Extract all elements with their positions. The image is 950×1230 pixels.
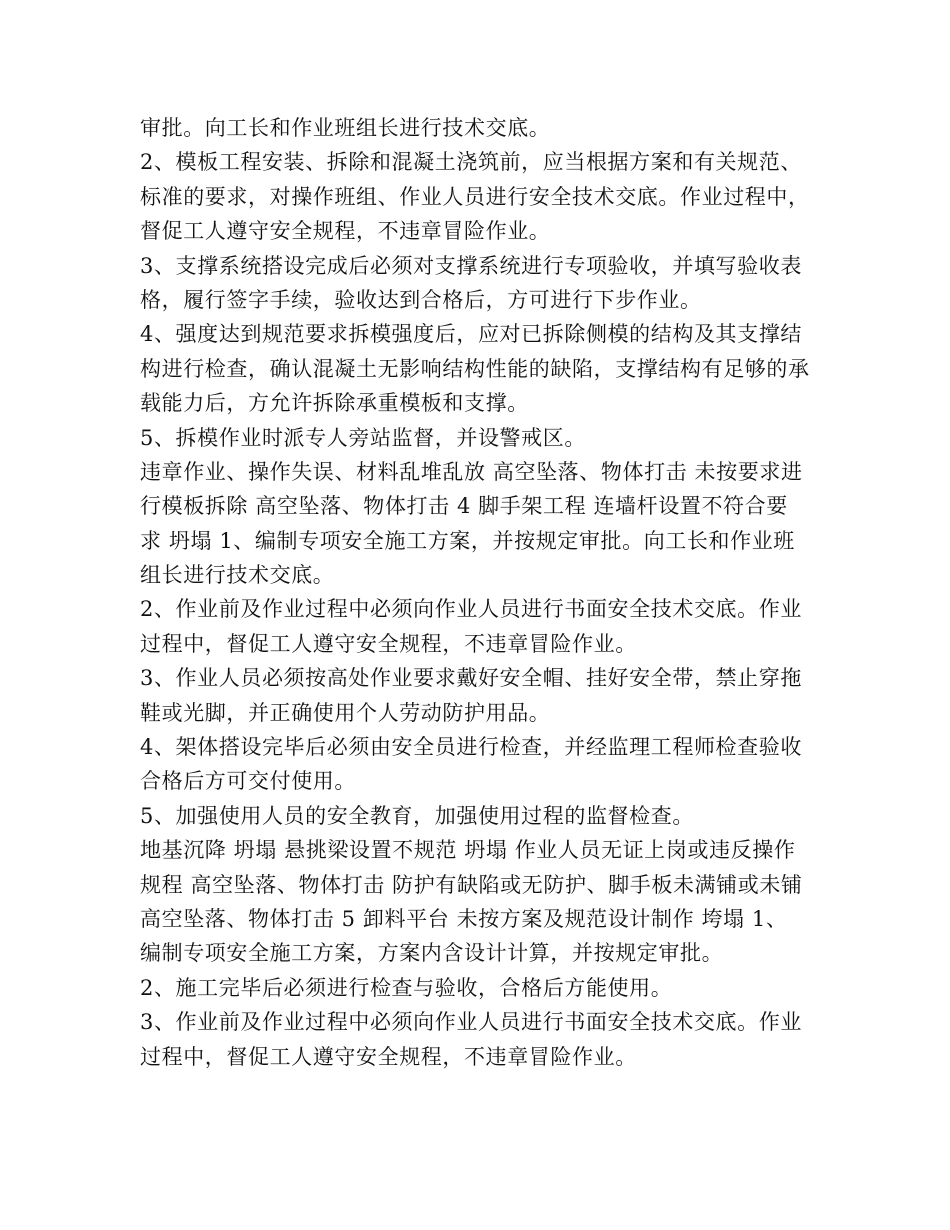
- text-line: 3、作业前及作业过程中必须向作业人员进行书面安全技术交底。作业: [140, 1010, 802, 1035]
- text-line: 2、施工完毕后必须进行检查与验收，合格后方能使用。: [140, 975, 673, 1000]
- text-line: 3、支撑系统搭设完成后必须对支撑系统进行专项验收，并填写验收表: [140, 253, 802, 278]
- text-line: 过程中，督促工人遵守安全规程，不违章冒险作业。: [140, 631, 637, 656]
- text-line: 5、拆模作业时派专人旁站监督，并设警戒区。: [140, 425, 586, 450]
- text-line: 违章作业、操作失误、材料乱堆乱放 高空坠落、物体打击 未按要求进: [140, 459, 803, 484]
- document-body: [140, 111, 815, 1074]
- text-line: 3、作业人员必须按高处作业要求戴好安全帽、挂好安全带，禁止穿拖: [140, 666, 802, 691]
- text-line: 行模板拆除 高空坠落、物体打击 4 脚手架工程 连墙杆设置不符合要: [140, 494, 788, 519]
- text-line: 鞋或光脚，并正确使用个人劳动防护用品。: [140, 700, 551, 725]
- text-line: 构进行检查，确认混凝土无影响结构性能的缺陷，支撑结构有足够的承: [140, 356, 810, 381]
- text-line: 高空坠落、物体打击 5 卸料平台 未按方案及规范设计制作 垮塌 1、: [140, 906, 788, 931]
- text-line: 2、作业前及作业过程中必须向作业人员进行书面安全技术交底。作业: [140, 597, 802, 622]
- text-line: 过程中，督促工人遵守安全规程，不违章冒险作业。: [140, 1044, 637, 1069]
- text-line: 2、模板工程安装、拆除和混凝土浇筑前，应当根据方案和有关规范、: [140, 150, 802, 175]
- text-line: 合格后方可交付使用。: [140, 769, 356, 794]
- text-line: 求 坍塌 1、编制专项安全施工方案，并按规定审批。向工长和作业班: [140, 528, 795, 553]
- text-line: 规程 高空坠落、物体打击 防护有缺陷或无防护、脚手板未满铺或未铺: [140, 872, 803, 897]
- text-line: 编制专项安全施工方案，方案内含设计计算，并按规定审批。: [140, 941, 724, 966]
- text-line: 4、强度达到规范要求拆模强度后，应对已拆除侧模的结构及其支撑结: [140, 322, 802, 347]
- text-line: 组长进行技术交底。: [140, 563, 335, 588]
- text-line: 督促工人遵守安全规程，不违章冒险作业。: [140, 219, 551, 244]
- text-line: 格，履行签字手续，验收达到合格后，方可进行下步作业。: [140, 287, 702, 312]
- text-line: 审批。向工长和作业班组长进行技术交底。: [140, 116, 551, 140]
- text-line: 4、架体搭设完毕后必须由安全员进行检查，并经监理工程师检查验收: [140, 735, 802, 760]
- text-line: 载能力后，方允许拆除承重模板和支撑。: [140, 391, 529, 416]
- text-line: 标准的要求，对操作班组、作业人员进行安全技术交底。作业过程中，: [140, 184, 810, 209]
- text-line: 5、加强使用人员的安全教育，加强使用过程的监督检查。: [140, 803, 694, 828]
- text-line: 地基沉降 坍塌 悬挑梁设置不规范 坍塌 作业人员无证上岗或违反操作: [140, 838, 796, 863]
